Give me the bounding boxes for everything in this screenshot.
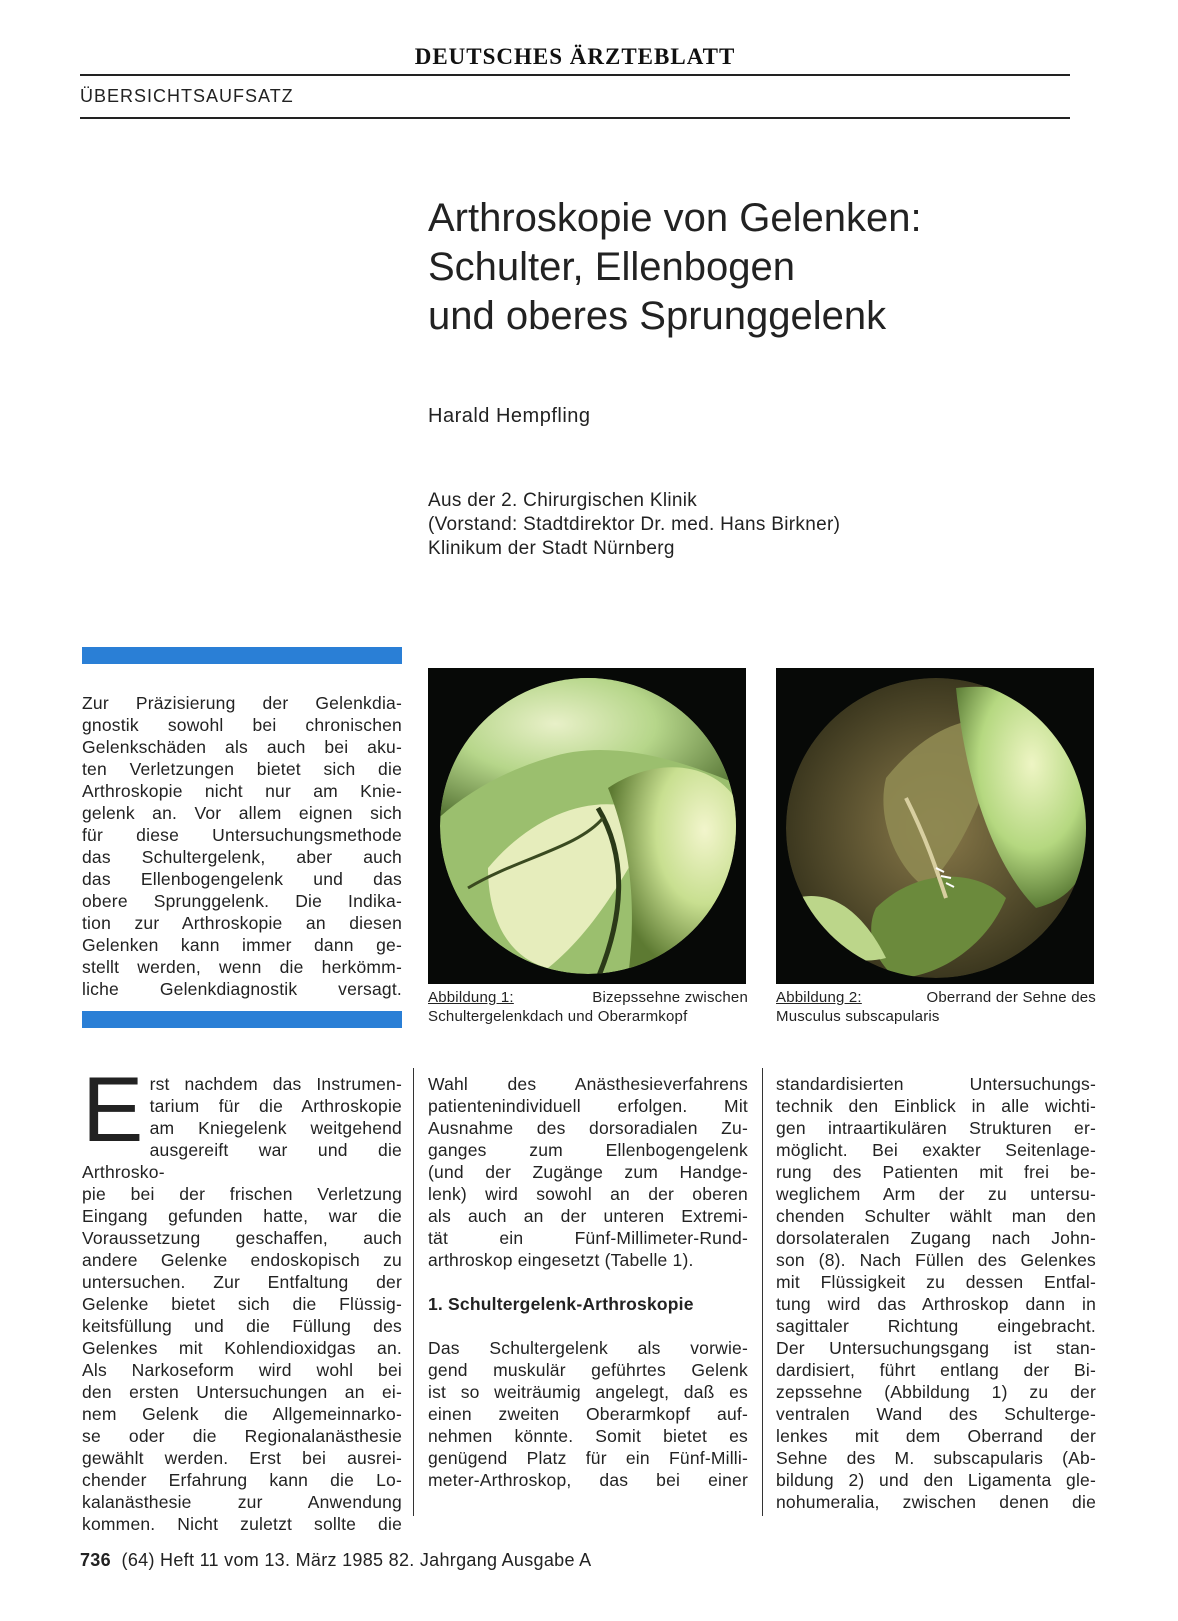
body-line: am Kniegelenk weitgehend <box>149 1118 402 1138</box>
abstract-line: liche Gelenkdiagnostik versagt. <box>82 979 402 999</box>
body-line: rst nachdem das Instrumen- <box>149 1074 402 1094</box>
body-line: nem Gelenk die Allgemeinnarko- <box>82 1404 402 1424</box>
figure-1-caption-line: Schultergelenkdach und Oberarmkopf <box>428 1008 688 1025</box>
author-name: Harald Hempfling <box>428 405 591 427</box>
body-line: se oder die Regionalanästhesie <box>82 1426 402 1446</box>
abstract-line: das Ellenbogengelenk und das <box>82 869 402 889</box>
abstract-text <box>82 692 402 1000</box>
abstract-line: stellt werden, wenn die herkömm- <box>82 957 402 977</box>
title-line: Schulter, Ellenbogen <box>428 245 795 289</box>
body-line: chender Erfahrung kann die Lo- <box>82 1470 402 1490</box>
body-line: patientenindividuell erfolgen. Mit <box>428 1096 748 1116</box>
body-line: untersuchen. Zur Entfaltung der <box>82 1272 402 1292</box>
body-line: lenkes mit dem Oberrand der <box>776 1426 1096 1446</box>
abstract-line: tion zur Arthroskopie an diesen <box>82 913 402 933</box>
journal-title: DEUTSCHES ÄRZTEBLATT <box>414 44 736 69</box>
body-column-2 <box>428 1073 748 1491</box>
body-line: gewählt werden. Erst bei ausrei- <box>82 1448 402 1468</box>
body-line: Gelenke bietet sich die Flüssig- <box>82 1294 402 1314</box>
body-line: chenden Schulter wählt man den <box>776 1206 1096 1226</box>
section-heading: 1. Schultergelenk-Arthroskopie <box>428 1294 694 1314</box>
abstract-bottom-bar <box>82 1011 402 1028</box>
abstract-line: gnostik sowohl bei chronischen <box>82 715 402 735</box>
body-line: weglichem Arm der zu untersu- <box>776 1184 1096 1204</box>
body-line: Das Schultergelenk als vorwie- <box>428 1338 748 1358</box>
abstract-line: das Schultergelenk, aber auch <box>82 847 402 867</box>
column-divider <box>762 1068 763 1516</box>
body-line: Der Untersuchungsgang ist stan- <box>776 1338 1096 1358</box>
body-line: gen intraartikulären Strukturen er- <box>776 1118 1096 1138</box>
footer-issue: (64) Heft 11 vom 13. März 1985 82. Jahrgang Ausgabe A <box>121 1550 592 1570</box>
page-footer <box>80 1550 591 1571</box>
body-line: Ausnahme des dorsoradialen Zu- <box>428 1118 748 1138</box>
body-line: ganges zum Ellenbogengelenk <box>428 1140 748 1160</box>
body-line: nohumeralia, zwischen denen die <box>776 1492 1096 1512</box>
title-line: und oberes Sprunggelenk <box>428 294 887 338</box>
affiliation-line: Klinikum der Stadt Nürnberg <box>428 538 675 559</box>
body-line: nehmen könnte. Somit bietet es <box>428 1426 748 1446</box>
body-line: arthroskop eingesetzt (Tabelle 1). <box>428 1250 694 1270</box>
body-line: meter-Arthroskop, das bei einer <box>428 1470 748 1490</box>
abstract-line: ten Verletzungen bietet sich die <box>82 759 402 779</box>
body-line: als auch an der unteren Extremi- <box>428 1206 748 1226</box>
body-line: einen zweiten Oberarmkopf auf- <box>428 1404 748 1424</box>
body-line: technik den Einblick in alle wichti- <box>776 1096 1096 1116</box>
body-line: dardisiert, führt entlang der Bi- <box>776 1360 1096 1380</box>
abstract-top-bar <box>82 647 402 664</box>
body-line: son (8). Nach Füllen des Gelenkes <box>776 1250 1096 1270</box>
body-line: (und der Zugänge zum Handge- <box>428 1162 748 1182</box>
figure-2-caption-line: Oberrand der Sehne des <box>926 989 1096 1006</box>
body-line: ventralen Wand des Schulterge- <box>776 1404 1096 1424</box>
body-line: tät ein Fünf-Millimeter-Rund- <box>428 1228 748 1248</box>
body-line: gend muskulär geführtes Gelenk <box>428 1360 748 1380</box>
abstract-line: Gelenken kann immer dann ge- <box>82 935 402 955</box>
body-line: ist so weiträumig angelegt, daß es <box>428 1382 748 1402</box>
title-line: Arthroskopie von Gelenken: <box>428 196 922 240</box>
abstract-line: Arthroskopie nicht nur am Knie- <box>82 781 402 801</box>
body-line: bildung 2) und den Ligamenta gle- <box>776 1470 1096 1490</box>
body-line: Sehne des M. subscapularis (Ab- <box>776 1448 1096 1468</box>
body-line: Voraussetzung geschaffen, auch <box>82 1228 402 1248</box>
body-column-3 <box>776 1073 1096 1513</box>
page-number: 736 <box>80 1550 111 1570</box>
body-line: standardisierten Untersuchungs- <box>776 1074 1096 1094</box>
abstract-line: gelenk an. Vor allem eignen sich <box>82 803 402 823</box>
body-line: sagittaler Richtung eingebracht. <box>776 1316 1096 1336</box>
body-line: ausgereift war und die Arthrosko- <box>82 1140 402 1182</box>
abstract-line: Gelenkschäden als auch bei aku- <box>82 737 402 757</box>
body-line: lenk) wird sowohl an der oberen <box>428 1184 748 1204</box>
body-line: Wahl des Anästhesieverfahrens <box>428 1074 748 1094</box>
body-column-1 <box>82 1059 402 1535</box>
abstract-line: Zur Präzisierung der Gelenkdia- <box>82 693 402 713</box>
figure-1-label: Abbildung 1: <box>428 989 514 1006</box>
body-line: den ersten Untersuchungen an ei- <box>82 1382 402 1402</box>
abstract-line: obere Sprunggelenk. Die Indika- <box>82 891 402 911</box>
header-rule <box>80 74 1070 76</box>
body-line: kalanästhesie zur Anwendung <box>82 1492 402 1512</box>
body-line: Eingang gefunden hatte, war die <box>82 1206 402 1226</box>
body-line: tarium für die Arthroskopie <box>149 1096 402 1116</box>
figure-2-image <box>776 668 1094 984</box>
figure-2-caption <box>776 988 1096 1026</box>
body-line: dorsolateralen Zugang nach John- <box>776 1228 1096 1248</box>
body-line: zepssehne (Abbildung 1) zu der <box>776 1382 1096 1402</box>
body-line: kommen. Nicht zuletzt sollte die <box>82 1514 402 1534</box>
figure-1-image <box>428 668 746 984</box>
affiliation-line: Aus der 2. Chirurgischen Klinik <box>428 490 698 511</box>
body-line: Gelenkes mit Kohlendioxidgas an. <box>82 1338 402 1358</box>
body-line: keitsfüllung und die Füllung des <box>82 1316 402 1336</box>
drop-cap: E <box>82 1059 144 1161</box>
section-rule <box>80 117 1070 119</box>
body-line: genügend Platz für ein Fünf-Milli- <box>428 1448 748 1468</box>
figure-1-caption <box>428 988 748 1026</box>
figure-1-caption-line: Bizepssehne zwischen <box>592 989 748 1006</box>
body-line: pie bei der frischen Verletzung <box>82 1184 402 1204</box>
body-line: Als Narkoseform wird wohl bei <box>82 1360 402 1380</box>
section-label: ÜBERSICHTSAUFSATZ <box>80 86 294 106</box>
article-title <box>428 194 1068 341</box>
figure-2-label: Abbildung 2: <box>776 989 862 1006</box>
figure-2-caption-line: Musculus subscapularis <box>776 1008 940 1025</box>
affiliation <box>428 489 840 561</box>
body-line: rung des Patienten mit frei be- <box>776 1162 1096 1182</box>
column-divider <box>413 1068 414 1516</box>
body-line: andere Gelenke endoskopisch zu <box>82 1250 402 1270</box>
affiliation-line: (Vorstand: Stadtdirektor Dr. med. Hans Birkner) <box>428 514 841 535</box>
body-line: tung wird das Arthroskop dann in <box>776 1294 1096 1314</box>
abstract-line: für diese Untersuchungsmethode <box>82 825 402 845</box>
body-line: möglicht. Bei exakter Seitenlage- <box>776 1140 1096 1160</box>
body-line: mit Flüssigkeit zu dessen Entfal- <box>776 1272 1096 1292</box>
